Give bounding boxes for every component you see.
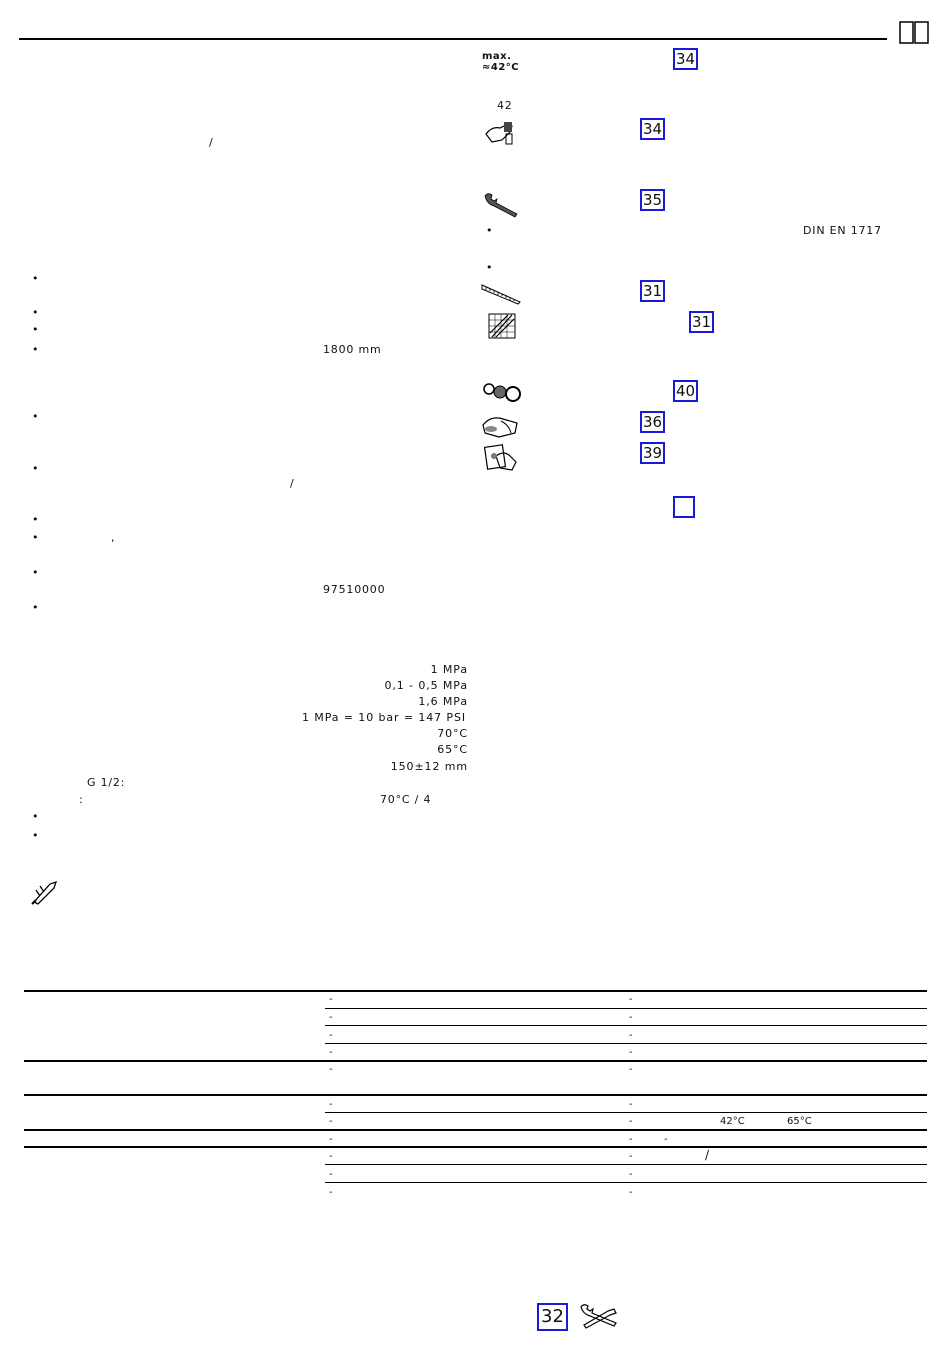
table-dash: - xyxy=(329,1151,333,1162)
table-dash: - xyxy=(664,1134,668,1145)
spec-max-pressure: 1 MPa xyxy=(430,663,468,676)
table-dash: - xyxy=(329,1116,333,1127)
hand-thermostat-icon xyxy=(484,118,518,152)
table-dash: - xyxy=(329,1012,333,1023)
bullet: • xyxy=(32,272,39,285)
bullet: • xyxy=(32,810,39,823)
slash-mark: / xyxy=(290,477,295,490)
header-rule xyxy=(19,38,887,40)
bullet: • xyxy=(32,566,39,579)
table-dash: - xyxy=(629,1169,633,1180)
table-rule xyxy=(24,990,927,992)
page-reference[interactable]: 35 xyxy=(640,189,665,211)
table-rule xyxy=(24,1146,927,1148)
table-subrule xyxy=(325,1164,927,1165)
bullet: • xyxy=(32,410,39,423)
table-dash: - xyxy=(329,1187,333,1198)
table-dash: - xyxy=(629,1099,633,1110)
bullet: • xyxy=(32,462,39,475)
bullet: • xyxy=(32,323,39,336)
spec-centre-distance: 150±12 mm xyxy=(390,760,468,773)
table-dash: - xyxy=(629,1151,633,1162)
page-reference[interactable]: 34 xyxy=(673,48,698,70)
page-reference[interactable]: 40 xyxy=(673,380,698,402)
table-dash: - xyxy=(329,1047,333,1058)
table-dash: - xyxy=(629,1012,633,1023)
table-temp-42: 42°C xyxy=(720,1116,745,1127)
open-book-icon xyxy=(899,21,929,49)
table-dash: - xyxy=(629,1116,633,1127)
din-standard: DIN EN 1717 xyxy=(803,224,882,237)
bullet: • xyxy=(32,531,39,544)
page-reference-blank[interactable] xyxy=(673,496,695,518)
article-number: 97510000 xyxy=(323,583,386,596)
bullet: • xyxy=(486,224,493,237)
table-dash: - xyxy=(629,1134,633,1145)
bullet: • xyxy=(32,513,39,526)
bullet: • xyxy=(32,306,39,319)
table-subrule xyxy=(325,1025,927,1026)
table-dash: - xyxy=(329,1064,333,1075)
table-rule xyxy=(24,1094,927,1096)
table-dash: - xyxy=(629,1064,633,1075)
comma-mark: , xyxy=(111,531,116,544)
hatched-grid-icon xyxy=(488,313,516,343)
page-reference[interactable]: 34 xyxy=(640,118,665,140)
table-dash: - xyxy=(329,1169,333,1180)
spec-test-pressure: 1,6 MPa xyxy=(418,695,468,708)
temp-value: 42 xyxy=(497,99,513,112)
table-dash: - xyxy=(329,1134,333,1145)
table-dash: - xyxy=(329,994,333,1005)
table-subrule xyxy=(325,1182,927,1183)
table-dash: - xyxy=(629,994,633,1005)
bullet: • xyxy=(32,829,39,842)
bullet: • xyxy=(486,261,493,274)
page-reference[interactable]: 31 xyxy=(640,280,665,302)
table-rule xyxy=(24,1129,927,1131)
table-subrule xyxy=(325,1008,927,1009)
table-dash: - xyxy=(629,1187,633,1198)
table-slash: / xyxy=(705,1148,710,1162)
caulking-gun-icon xyxy=(30,878,58,910)
tools-icon xyxy=(578,1303,620,1333)
ruler-icon xyxy=(481,283,521,309)
spec-hot-water-rec: 65°C xyxy=(437,743,468,756)
spec-connection: G 1/2: xyxy=(87,776,126,789)
max-temp-icon xyxy=(482,51,519,73)
max-temp-line1: max. xyxy=(482,51,512,62)
bullet: • xyxy=(32,601,39,614)
table-subrule xyxy=(325,1043,927,1044)
spare-parts-icon xyxy=(482,380,524,408)
cleaning-hand-icon xyxy=(481,411,521,443)
spec-disinfection: 70°C / 4 xyxy=(380,793,432,806)
table-subrule xyxy=(325,1112,927,1113)
test-certificate-icon xyxy=(484,442,518,476)
spec-colon: : xyxy=(79,793,84,806)
spec-operating-pressure: 0,1 - 0,5 MPa xyxy=(384,679,468,692)
wrench-icon xyxy=(482,192,520,222)
table-dash: - xyxy=(329,1099,333,1110)
spec-conversion: 1 MPa = 10 bar = 147 PSI xyxy=(302,711,466,724)
max-temp-line2: ≈42°C xyxy=(482,62,520,73)
page-reference[interactable]: 31 xyxy=(689,311,714,333)
bullet: • xyxy=(32,343,39,356)
dimension-value: 1800 mm xyxy=(323,343,382,356)
table-temp-65: 65°C xyxy=(787,1116,812,1127)
spec-hot-water-max: 70°C xyxy=(437,727,468,740)
table-dash: - xyxy=(329,1030,333,1041)
page-reference[interactable]: 36 xyxy=(640,411,665,433)
table-rule xyxy=(24,1060,927,1062)
table-dash: - xyxy=(629,1030,633,1041)
slash-mark: / xyxy=(209,136,214,149)
page-reference[interactable]: 39 xyxy=(640,442,665,464)
page-number: 32 xyxy=(537,1303,568,1331)
table-dash: - xyxy=(629,1047,633,1058)
